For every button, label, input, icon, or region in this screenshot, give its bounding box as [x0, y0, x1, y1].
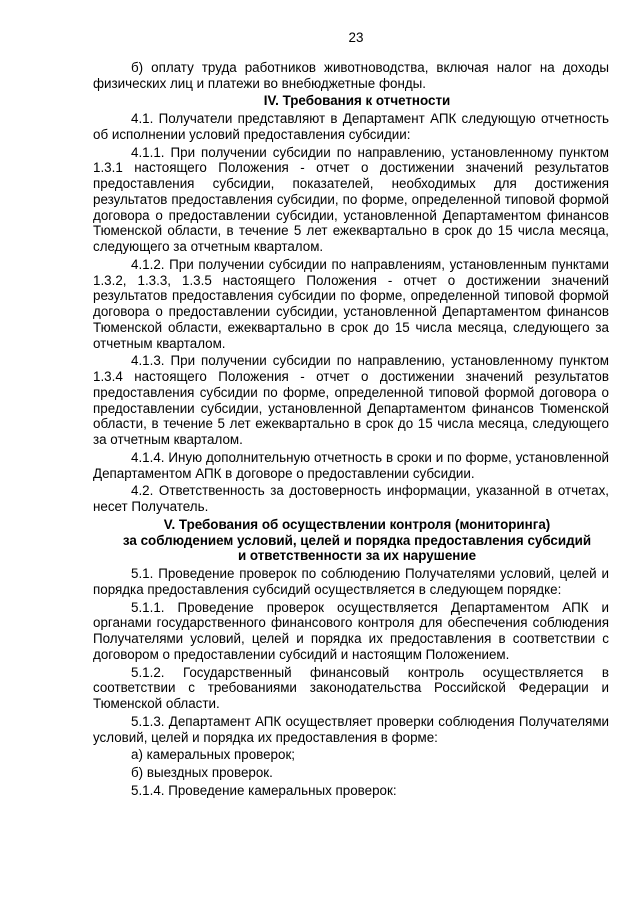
paragraph: 4.1.4. Иную дополнительную отчетность в сроки и по форме, установленной Департаментом АПК в договоре о предоставлении субсидии.: [93, 449, 609, 481]
list-item: а) камеральных проверок;: [131, 747, 296, 763]
paragraph: 4.1. Получатели представляют в Департамент АПК следующую отчетность об исполнении условий предоставления субсидии:: [93, 111, 609, 142]
section-heading-v: [93, 517, 609, 564]
heading-line: за соблюдением условий, целей и порядка предоставления субсидий: [122, 532, 592, 548]
paragraph: 4.2. Ответственность за достоверность информации, указанной в отчетах, несет Получатель.: [93, 483, 609, 514]
page-number: 23: [348, 30, 364, 45]
heading-line: и ответственности за их нарушение: [237, 548, 477, 564]
paragraph: 5.1.2. Государственный финансовый контроль осуществляется в соответствии с требованиями законодательства Российской Федерации и Тюменской области.: [93, 664, 609, 711]
paragraph: 5.1.1. Проведение проверок осуществляется Департаментом АПК и органами государственного финансового контроля для обеспечения соблюдения Получателями условий, целей и порядка их предоставления в соответствии с договором о предоставлении субсидий и настоящим Положением.: [93, 599, 609, 662]
list-item: б) выездных проверок.: [131, 765, 273, 780]
paragraph: 4.1.3. При получении субсидии по направлению, установленному пунктом 1.3.4 настоящего Положения - отчет о достижении значений результатов предоставления субсидии по форме, определенной типовой формой договора о предоставлении субсидии, установленной Департаментом финансов Тюменской области, в течение 5 лет ежеквартально в срок до 15 числа месяца, следующего за отчетным кварталом.: [93, 353, 609, 447]
paragraph: б) оплату труда работников животноводства, включая налог на доходы физических лиц и платежи во внебюджетные фонды.: [93, 59, 609, 91]
paragraph: 4.1.1. При получении субсидии по направлению, установленному пунктом 1.3.1 настоящего Положения - отчет о достижении значений результатов предоставления субсидии, показателей, необходимых для достижения результатов предоставления субсидии, по форме, определенной типовой формой договора о предоставлении субсидии, установленной Департаментом финансов Тюменской области, в течение 5 лет ежеквартально в срок до 15 числа месяца, следующего за отчетным кварталом.: [93, 144, 609, 254]
heading-line: IV. Требования к отчетности: [263, 93, 451, 109]
section-heading-iv: [93, 93, 609, 109]
heading-line: V. Требования об осуществлении контроля (мониторинга): [163, 516, 551, 532]
section-body: [93, 60, 609, 799]
paragraph: 4.1.2. При получении субсидии по направлениям, установленным пунктами 1.3.2, 1.3.3, 1.3.5 настоящего Положения - отчет о достижении значений результатов предоставления субсидии по форме, определенной типовой формой договора о предоставлении субсидии, установленной Департаментом финансов Тюменской области, ежеквартально в срок до 15 числа месяца, следующего за отчетным кварталом.: [93, 256, 609, 351]
paragraph: 5.1. Проведение проверок по соблюдению Получателями условий, целей и порядка предоставления субсидий осуществляется в следующем порядке:: [93, 566, 609, 597]
paragraph: 5.1.3. Департамент АПК осуществляет проверки соблюдения Получателями условий, целей и порядка их предоставления в форме:: [93, 713, 609, 745]
paragraph: 5.1.4. Проведение камеральных проверок:: [131, 782, 397, 798]
